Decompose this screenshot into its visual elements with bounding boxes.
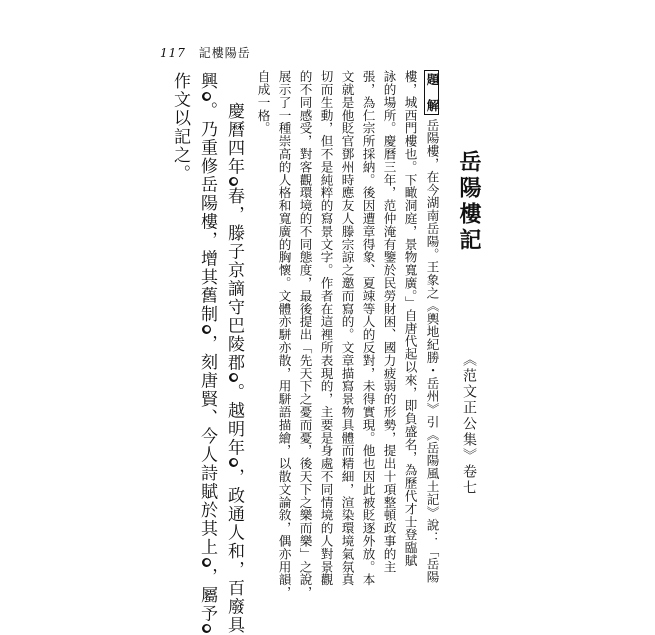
commentary-line: 的不同感受，對客觀環境的不同態度，最後提出「先天下之憂而憂，後天下之樂而樂」之說， — [297, 70, 313, 599]
footnote-marker: ● — [203, 557, 211, 567]
commentary-line: 張，為仁宗所採納。後因遭章得象、夏竦等人的反對，未得實現。他也因此被貶逐外放。本 — [360, 70, 376, 586]
running-title: 記樓陽岳 — [198, 46, 251, 60]
text-segment: 。乃重修岳陽樓，增其舊制 — [197, 101, 217, 324]
source-citation: 《范文正公集》卷七 — [461, 352, 477, 496]
commentary-line: 詠的場所。慶曆三年，范仲淹有鑒於民勞財困、國力疲弱的形勢，提出十項整頓政事的主 — [381, 70, 397, 574]
running-header — [160, 44, 251, 61]
commentary-line: 展示了一種崇高的人格和寬廣的胸懷。文體亦駢亦散，用駢語描繪，以散文論敘，偶亦用韻， — [276, 70, 292, 599]
footnote-marker: ● — [203, 324, 211, 334]
text-segment: ，屬予 — [197, 567, 217, 623]
footnote-marker: ● — [230, 458, 238, 468]
text-segment: 慶曆四年 — [224, 102, 244, 176]
commentary-line: 切而生動，但不是純粹的寫景文字。作者在這裡所表現的，主要是身處不同情境的人對景觀 — [318, 70, 334, 586]
commentary-line: 自成一格。 — [255, 70, 271, 135]
commentary-line: 文就是他貶官鄧州時應友人滕宗諒之邀而寫的。文章描寫景物具體而精細，渲染環境氣氛真 — [339, 70, 355, 586]
commentary-text: 岳陽樓，在今湖南岳陽。王象之《輿地紀勝・岳州》引《岳陽風土記》說：「岳陽 — [424, 118, 440, 584]
text-segment: 興 — [197, 72, 217, 91]
essay-title: 岳陽樓記 — [456, 150, 482, 254]
text-segment: 作文以記之。 — [170, 72, 190, 183]
text-segment: 。越明年 — [224, 383, 244, 457]
footnote-marker: ● — [230, 373, 238, 383]
text-segment: ，政通人和，百廢具 — [224, 468, 244, 635]
commentary-label: 題 解 — [424, 70, 439, 115]
page-number: 117 — [160, 46, 186, 60]
main-text-line — [225, 102, 242, 635]
footnote-marker: ● — [203, 624, 211, 634]
main-text-line — [171, 72, 188, 183]
text-segment: 春，滕子京謫守巴陵郡 — [224, 187, 244, 372]
text-segment: ，刻唐賢、今人詩賦於其上 — [197, 334, 217, 557]
commentary-line: 樓，城西門樓也。下瞰洞庭，景物寬廣。」自唐代起以來，即負盛名，為歷代才士登臨賦 — [402, 70, 418, 567]
commentary-line — [424, 70, 439, 583]
footnote-marker: ● — [230, 177, 238, 187]
main-text-line — [198, 72, 215, 634]
footnote-marker: ● — [203, 91, 211, 101]
